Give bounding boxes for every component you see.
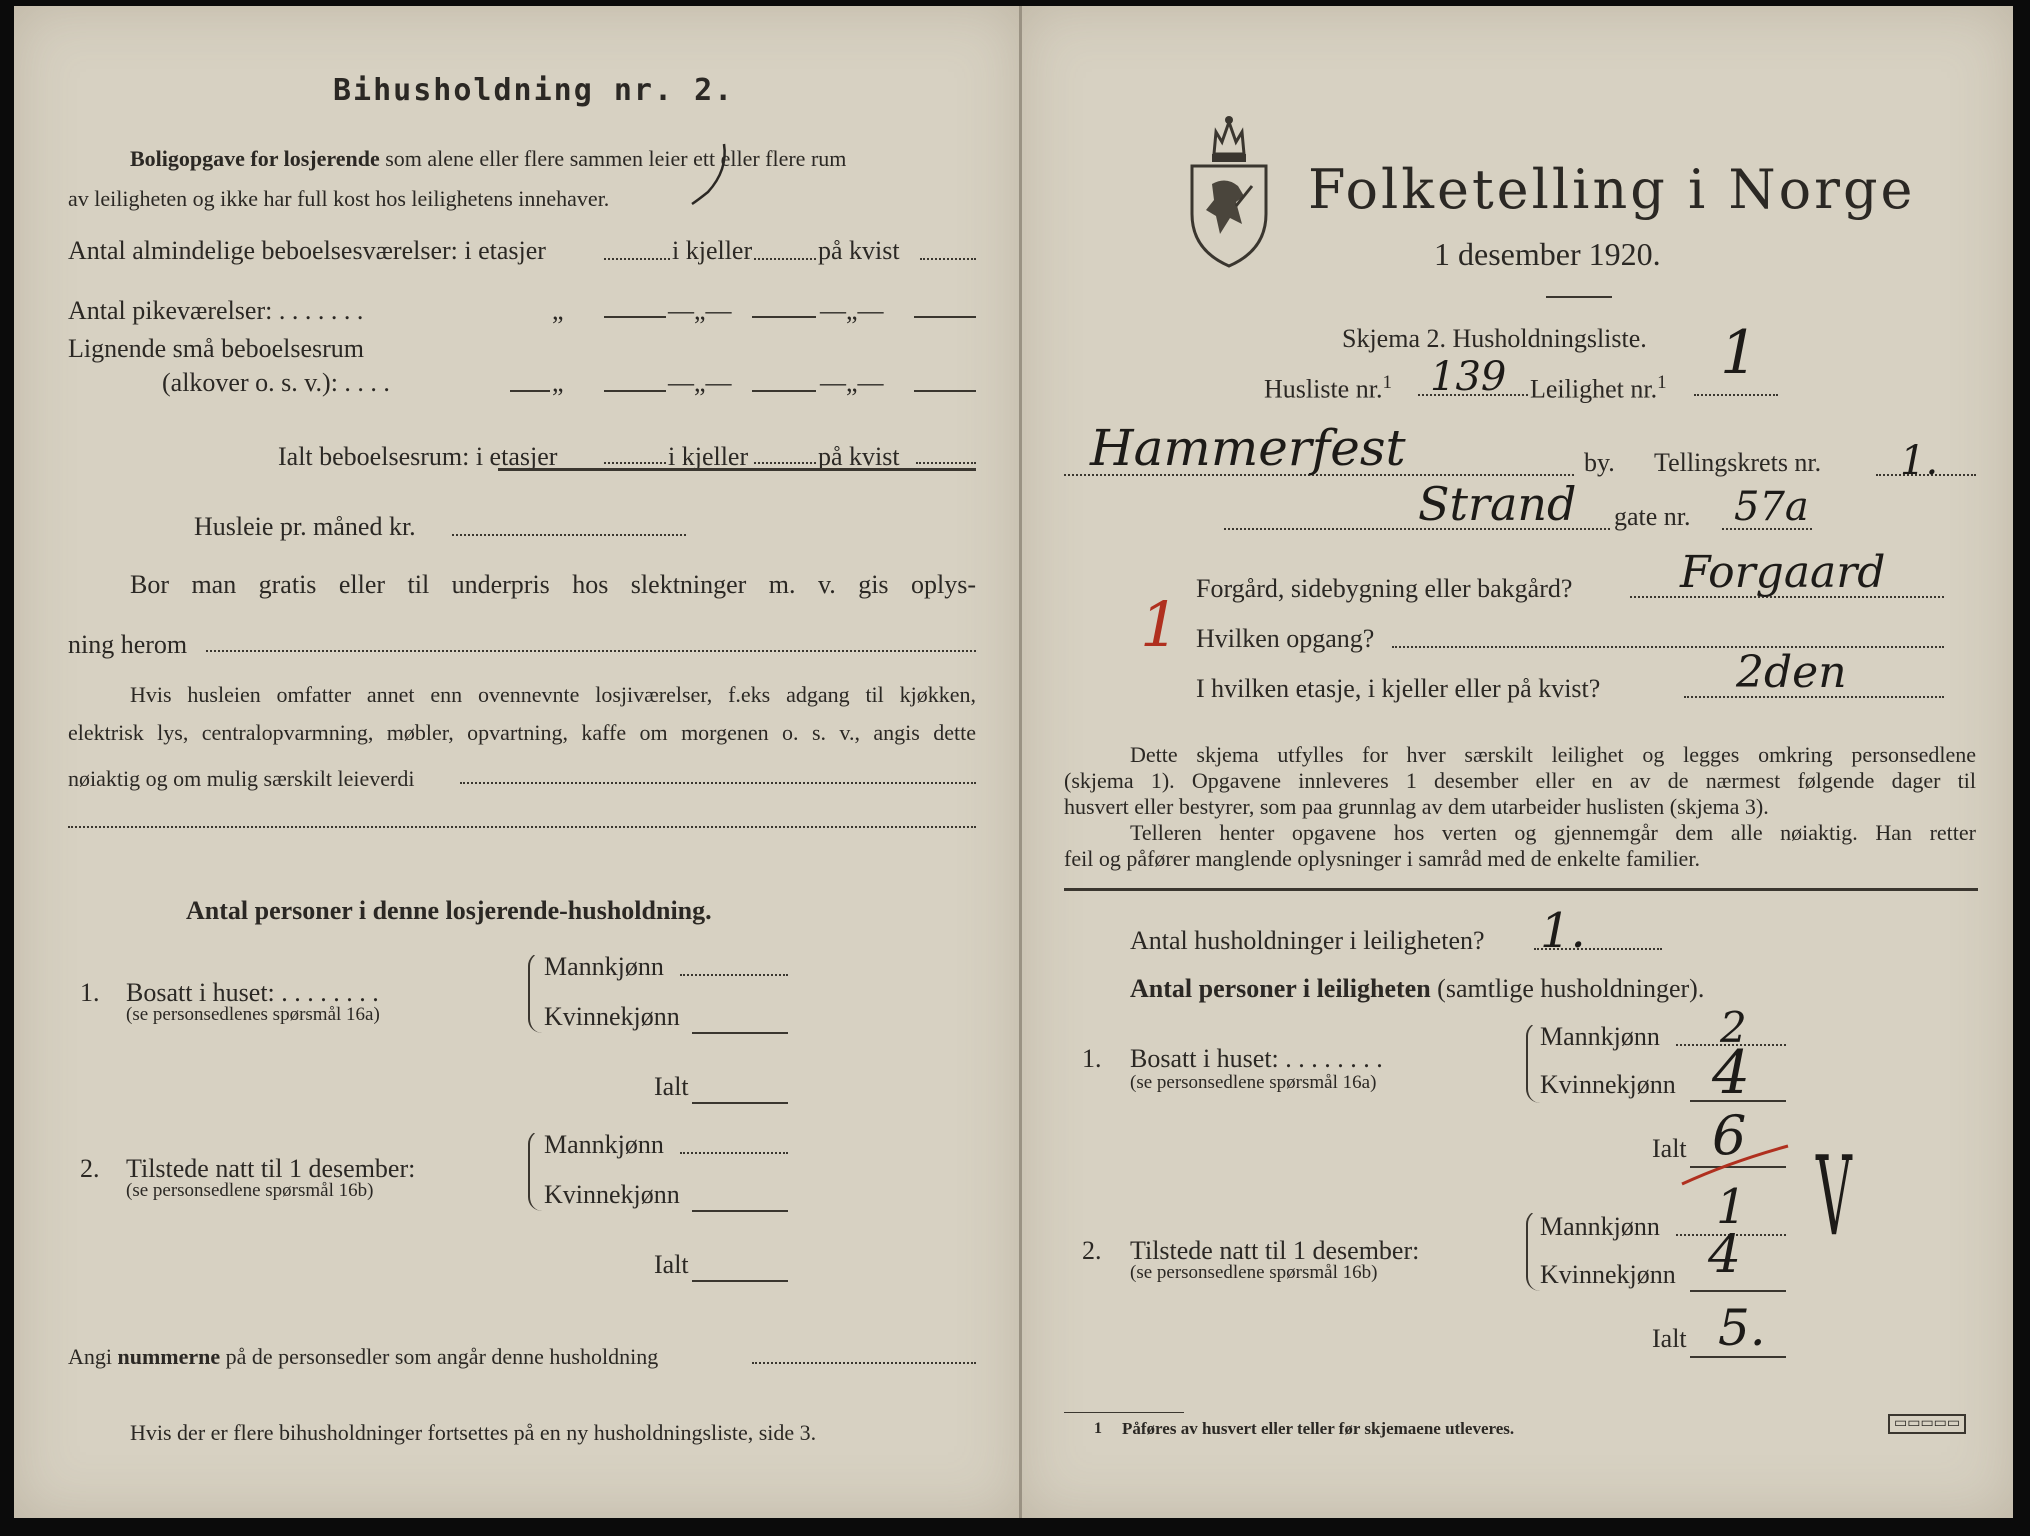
note-line-3: nøiaktig og om mulig særskilt leieverdi	[68, 766, 415, 791]
left-page	[14, 6, 1020, 1518]
rent-line[interactable]	[452, 534, 686, 536]
ialt-kvist-label: på kvist	[818, 442, 900, 471]
opgang-label: Hvilken opgang?	[1196, 624, 1375, 653]
ialt-rooms-label: Ialt beboelsesrum: i etasjer	[278, 442, 558, 471]
pike-ditto-1: „	[552, 296, 564, 325]
alkover-ditto-2: —„—	[668, 368, 732, 397]
alkover-line-0[interactable]	[510, 390, 550, 392]
hw-pres-total: 5.	[1718, 1299, 1766, 1357]
opgang-line[interactable]	[1392, 646, 1944, 648]
pike-label: Antal pikeværelser: . . . . . . .	[68, 296, 364, 325]
right-q1-label: Bosatt i huset: . . . . . . . .	[1130, 1044, 1383, 1073]
left-q1-label: Bosatt i huset: . . . . . . . .	[126, 978, 379, 1007]
left-q1-total: Ialt	[654, 1072, 689, 1101]
pike-line-3[interactable]	[914, 316, 976, 318]
hw-city: Hammerfest	[1090, 419, 1406, 477]
hw-etasje: 2den	[1736, 647, 1847, 698]
hw-res-female: 4	[1712, 1038, 1751, 1108]
numbers-label-b: nummerne	[117, 1344, 221, 1369]
right-q2-brace	[1526, 1210, 1540, 1291]
right-q2-total: Ialt	[1652, 1324, 1687, 1353]
instr-line-2: (skjema 1). Opgavene innleveres 1 desember eller en av de nærmest følgende dager til	[1064, 768, 1976, 793]
note-extra-line[interactable]	[68, 826, 976, 828]
left-q2-total-line[interactable]	[692, 1280, 788, 1282]
page-spine	[1019, 6, 1022, 1518]
gate-label: gate nr.	[1614, 502, 1691, 531]
right-q2-female-line[interactable]	[1690, 1290, 1786, 1292]
note-line-2: elektrisk lys, centralopvarmning, møbler, opvartning, kaffe om morgenen o. s. v., angis dette	[68, 720, 976, 745]
footnote-rule	[1064, 1412, 1184, 1413]
right-q1-num: 1.	[1082, 1044, 1102, 1073]
leilighet-text: Leilighet nr.	[1530, 374, 1658, 404]
ialt-underline	[498, 468, 976, 471]
right-q2-male: Mannkjønn	[1540, 1212, 1660, 1241]
leilighet-line[interactable]	[1694, 394, 1778, 396]
hw-forgard: Forgaard	[1680, 547, 1886, 598]
alkover-ditto-1: „	[552, 368, 564, 397]
instr-rule	[1064, 888, 1978, 891]
households-label: Antal husholdninger i leiligheten?	[1130, 926, 1485, 955]
left-q2-num: 2.	[80, 1154, 100, 1183]
alkover-line-1[interactable]	[604, 390, 666, 392]
leilighet-label	[1530, 372, 1667, 405]
hw-husliste: 139	[1430, 354, 1507, 400]
alkover-line-2[interactable]	[752, 390, 816, 392]
right-q2-num: 2.	[1082, 1236, 1102, 1265]
left-q1-brace	[528, 952, 542, 1033]
hw-leilighet: 1	[1720, 318, 1759, 388]
instr-line-1: Dette skjema utfylles for hver særskilt leilighet og legges omkring personsedlene	[1130, 742, 1976, 767]
left-q2-male-line[interactable]	[680, 1152, 788, 1154]
alkover-line-3[interactable]	[914, 390, 976, 392]
etasje-label: I hvilken etasje, i kjeller eller på kvist?	[1196, 674, 1601, 703]
footnote-text: Påføres av husvert eller teller før skjemaene utleveres.	[1122, 1419, 1515, 1438]
alkover-label: (alkover o. s. v.): . . . .	[162, 368, 390, 397]
ialt-kjeller-label: i kjeller	[668, 442, 749, 471]
right-q1-brace	[1526, 1022, 1540, 1103]
left-q1-num: 1.	[80, 978, 100, 1007]
instr-line-4: Telleren henter opgavene hos verten og gjennemgår dem alle nøiaktig. Han retter	[1130, 820, 1976, 845]
coat-of-arms-icon	[1186, 114, 1272, 268]
leilighet-sup: 1	[1657, 372, 1667, 393]
by-label: by.	[1584, 448, 1615, 477]
intro-rest: som alene eller flere sammen leier ett eller flere rum	[385, 146, 847, 171]
hw-res-total: 6	[1712, 1104, 1747, 1167]
instr-line-5: feil og påfører manglende oplysninger i samråd med de enkelte familier.	[1064, 846, 1700, 871]
hw-pres-male: 1	[1716, 1179, 1747, 1235]
rooms-etasjer-line[interactable]	[604, 258, 670, 260]
left-q2-ref: (se personsedlene spørsmål 16b)	[126, 1180, 374, 1201]
intro-line-1	[130, 146, 846, 172]
krets-label: Tellingskrets nr.	[1654, 448, 1822, 477]
rooms-kvist-line[interactable]	[920, 258, 976, 260]
right-q2-label: Tilstede natt til 1 desember:	[1130, 1236, 1420, 1265]
hw-margin-mark: 1	[1140, 588, 1180, 661]
note-line[interactable]	[460, 782, 976, 784]
husliste-sup: 1	[1382, 372, 1392, 393]
left-footer: Hvis der er flere bihusholdninger fortsettes på en ny husholdningsliste, side 3.	[130, 1420, 817, 1445]
forgard-label: Forgård, sidebygning eller bakgård?	[1196, 574, 1573, 603]
hw-street: Strand	[1418, 477, 1577, 531]
right-q1-ref: (se personsedlene spørsmål 16a)	[1130, 1072, 1377, 1093]
ialt-kjeller-line[interactable]	[754, 462, 816, 464]
rooms-kjeller-line[interactable]	[754, 258, 816, 260]
rooms-label: Antal almindelige beboelsesværelser: i etasjer	[68, 236, 546, 265]
left-q1-female: Kvinnekjønn	[544, 1002, 680, 1031]
footnote-num: 1	[1094, 1420, 1102, 1437]
free-line[interactable]	[206, 650, 976, 652]
intro-line-2: av leiligheten og ikke har full kost hos leilighetens innehaver.	[68, 186, 610, 211]
pike-line-2[interactable]	[752, 316, 816, 318]
right-q1-female: Kvinnekjønn	[1540, 1070, 1676, 1099]
left-q2-female: Kvinnekjønn	[544, 1180, 680, 1209]
left-q1-female-line[interactable]	[692, 1032, 788, 1034]
rooms-kvist-label: på kvist	[818, 236, 900, 265]
schema-label: Skjema 2. Husholdningsliste.	[1342, 324, 1647, 353]
husliste-label	[1264, 372, 1392, 405]
hw-pres-female: 4	[1708, 1225, 1742, 1285]
pike-line-1[interactable]	[604, 316, 666, 318]
right-q2-ref: (se personsedlene spørsmål 16b)	[1130, 1262, 1378, 1283]
left-q2-female-line[interactable]	[692, 1210, 788, 1212]
persons-heading-rest: (samtlige husholdninger).	[1437, 974, 1705, 1003]
left-q1-ref: (se personsedlenes spørsmål 16a)	[126, 1004, 380, 1025]
rent-label: Husleie pr. måned kr.	[194, 512, 416, 541]
intro-bold: Boligopgave for losjerende	[130, 146, 380, 171]
rooms-kjeller-label: i kjeller	[672, 236, 753, 265]
note-line-1: Hvis husleien omfatter annet enn ovennevnte losjiværelser, f.eks adgang til kjøkken,	[130, 682, 976, 707]
census-date: 1 desember 1920.	[1434, 236, 1661, 272]
left-q2-male: Mannkjønn	[544, 1130, 664, 1159]
hw-check-mark: V	[1816, 1132, 1852, 1260]
ialt-kvist-line[interactable]	[916, 462, 976, 464]
pen-stroke-left-icon	[664, 140, 734, 210]
right-persons-heading	[1130, 974, 1704, 1004]
left-persons-heading: Antal personer i denne losjerende-husholdning.	[186, 896, 712, 925]
husliste-text: Husliste nr.	[1264, 374, 1383, 404]
right-q1-male: Mannkjønn	[1540, 1022, 1660, 1051]
small-rooms-label: Lignende små beboelsesrum	[68, 334, 365, 363]
bihusholdning-heading: Bihusholdning nr. 2.	[333, 73, 735, 108]
hw-households: 1.	[1540, 903, 1586, 959]
persons-heading-bold: Antal personer i leiligheten	[1130, 974, 1431, 1003]
census-title: Folketelling i Norge	[1308, 158, 1916, 221]
pike-ditto-2: —„—	[668, 296, 732, 325]
right-q2-female: Kvinnekjønn	[1540, 1260, 1676, 1289]
hw-res-male: 2	[1720, 1003, 1747, 1052]
right-q1-total: Ialt	[1652, 1134, 1687, 1163]
free-line-1: Bor man gratis eller til underpris hos slektninger m. v. gis oplys-	[130, 570, 976, 599]
hw-krets: 1.	[1900, 438, 1939, 484]
numbers-line[interactable]	[752, 1362, 976, 1364]
left-q2-brace	[528, 1130, 542, 1211]
ialt-etasjer-line[interactable]	[604, 462, 666, 464]
left-q1-male-line[interactable]	[680, 974, 788, 976]
numbers-label-a: Angi	[68, 1344, 112, 1369]
alkover-ditto-3: —„—	[820, 368, 884, 397]
left-q2-total: Ialt	[654, 1250, 689, 1279]
numbers-label-c: på de personsedler som angår denne husholdning	[225, 1344, 659, 1369]
numbers-label	[68, 1344, 658, 1370]
left-q2-label: Tilstede natt til 1 desember:	[126, 1154, 416, 1183]
title-rule	[1546, 296, 1612, 298]
left-q1-male: Mannkjønn	[544, 952, 664, 981]
hw-gate-nr: 57a	[1734, 484, 1809, 530]
pike-ditto-3: —„—	[820, 296, 884, 325]
free-line-2: ning herom	[68, 630, 188, 659]
left-q1-total-line[interactable]	[692, 1102, 788, 1104]
printer-stamp: ▭▭▭▭▭	[1888, 1414, 1966, 1434]
instr-line-3: husvert eller bestyrer, som paa grunnlag av dem utarbeider huslisten (skjema 3).	[1064, 794, 1769, 819]
